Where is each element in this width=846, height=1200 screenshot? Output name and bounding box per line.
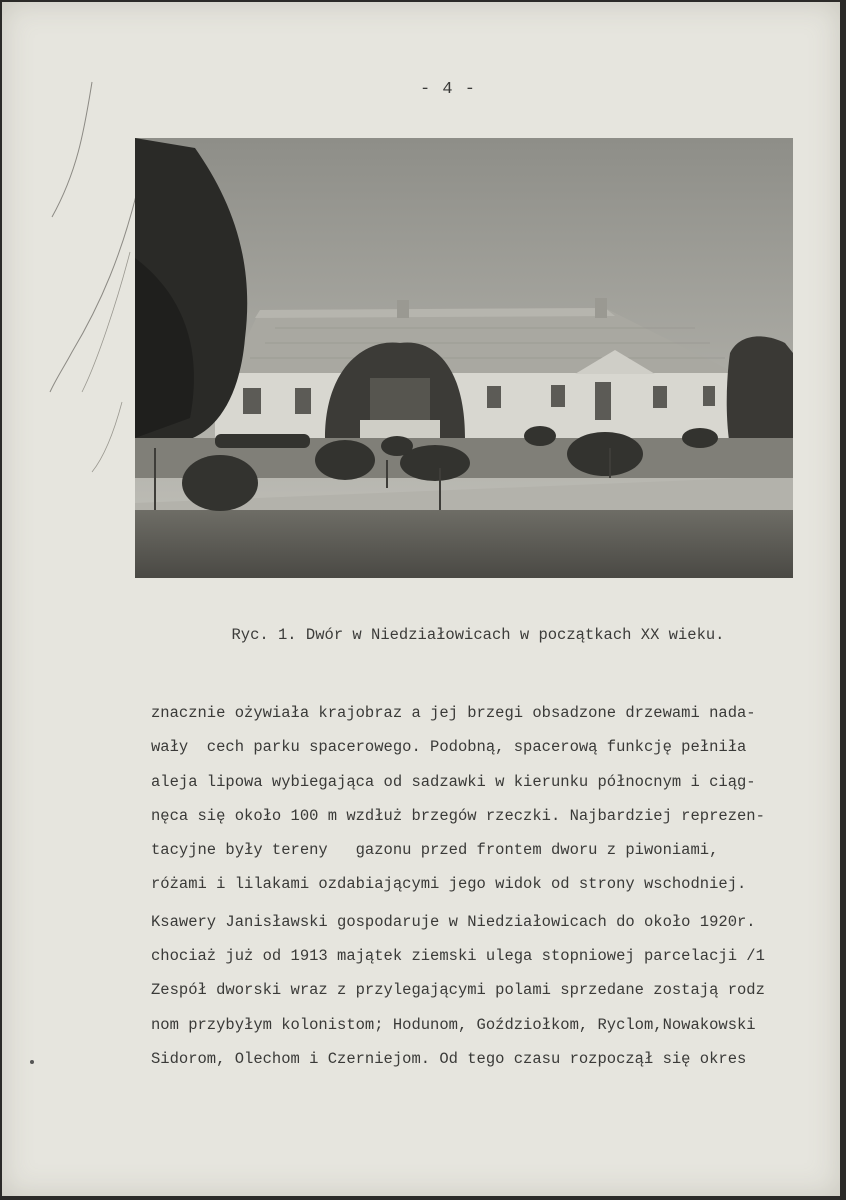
text-line: Ksawery Janisławski gospodaruje w Niedziałowicach do około 1920r. [151, 912, 756, 931]
text-line: nęca się około 100 m wzdłuż brzegów rzeczki. Najbardziej reprezen- [151, 806, 765, 825]
text-line: znacznie ożywiała krajobraz a jej brzegi obsadzone drzewami nada- [151, 704, 756, 722]
text-line: Zespół dworski wraz z przylegającymi polami sprzedane zostają rodz [151, 981, 765, 1000]
text-line: wały cech parku spacerowego. Podobną, spacerową funkcję pełniła [151, 738, 747, 757]
page-number: - 4 - [419, 80, 476, 99]
document-page [2, 2, 840, 1196]
text-line: chociaż już od 1913 majątek ziemski ulega stopniowej parcelacji /1 [151, 947, 765, 966]
figure-caption: Ryc. 1. Dwór w Niedziałowicach w początkach XX wieku. [231, 626, 725, 644]
text-line: aleja lipowa wybiegająca od sadzawki w kierunku północnym i ciąg- [151, 772, 756, 791]
text-line: nom przybyłym kolonistom; Hodunom, Goździołkom, Ryclom,Nowakowski [151, 1015, 756, 1034]
manor-house-photo [135, 138, 793, 578]
photo-illustration [135, 138, 793, 578]
text-line: różami i lilakami ozdabiającymi jego widok od strony wschodniej. [151, 875, 747, 894]
text-line: tacyjne były tereny gazonu przed frontem dworu z piwoniami, [151, 841, 719, 860]
text-line: Sidorom, Olechom i Czerniejom. Od tego czasu rozpoczął się okres [151, 1049, 747, 1068]
margin-dot [30, 1060, 34, 1064]
body-text [151, 700, 841, 1080]
